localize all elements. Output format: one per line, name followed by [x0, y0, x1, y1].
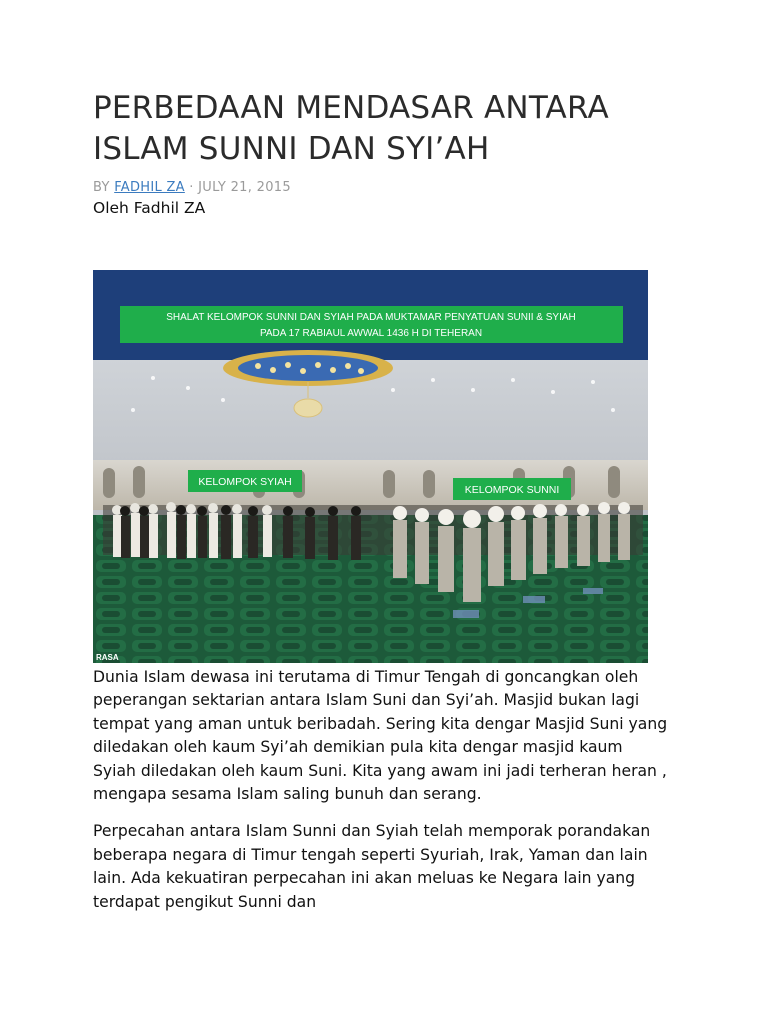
article-photo [93, 270, 648, 663]
article-body [93, 666, 668, 928]
meta-separator: · [189, 180, 194, 195]
label-sunni: KELOMPOK SUNNI [464, 484, 560, 496]
byline: Oleh Fadhil ZA [93, 199, 206, 217]
article-meta [93, 180, 663, 195]
article-title: PERBEDAAN MENDASAR ANTARA ISLAM SUNNI DAN SYI’AH [93, 90, 609, 167]
body-paragraph: Perpecahan antara Islam Sunni dan Syiah telah memporak porandakan beberapa negara di Timur tengah seperti Syuriah, Irak, Yaman dan lain lain. Ada kekuatiran perpecahan ini akan meluas ke Negara lain yang terdapat pengikut Sunni dan [93, 822, 651, 911]
author-link[interactable]: FADHIL ZA [114, 180, 185, 195]
body-paragraph: Dunia Islam dewasa ini terutama di Timur Tengah di goncangkan oleh peperangan sektarian antara Islam Suni dan Syi’ah. Masjid bukan lagi tempat yang aman untuk beribadah. Sering kita dengar Masjid Suni yang diledakan oleh kaum Syi’ah demikian pula kita dengar masjid kaum Syiah diledakan oleh kaum Suni. Kita yang awam ini jadi terheran heran , mengapa sesama Islam saling bunuh dan serang. [93, 668, 668, 804]
label-syiah: KELOMPOK SYIAH [198, 476, 292, 488]
by-label: BY [93, 180, 110, 195]
caption-line-1: SHALAT KELOMPOK SUNNI DAN SYIAH PADA MUKTAMAR PENYATUAN SUNII & SYIAH [166, 312, 576, 323]
photo-watermark: RASA [96, 653, 119, 662]
caption-line-2: PADA 17 RABIAUL AWWAL 1436 H DI TEHERAN [259, 328, 483, 339]
article-header [93, 88, 663, 217]
post-date: JULY 21, 2015 [198, 180, 291, 195]
photo-illustration [93, 270, 648, 663]
